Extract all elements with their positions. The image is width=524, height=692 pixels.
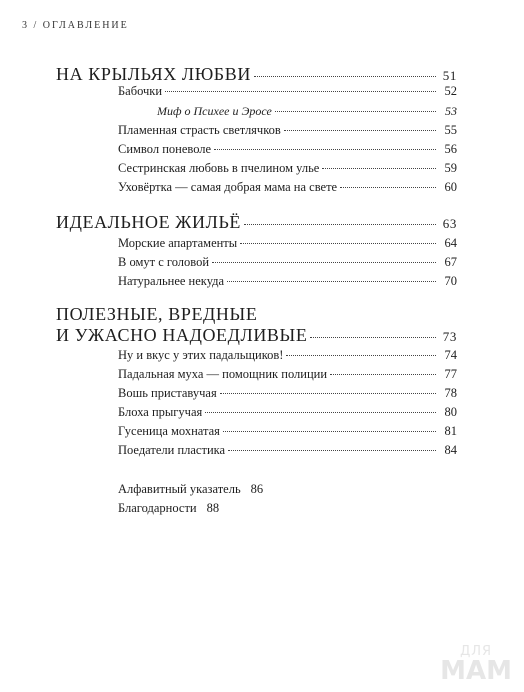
section-title: Символ поневоле bbox=[118, 142, 212, 156]
page-number: 86 bbox=[250, 482, 264, 496]
section-title: В омут с головой bbox=[118, 255, 210, 269]
toc-section bbox=[118, 161, 457, 176]
dot-leader bbox=[212, 262, 436, 263]
page-number: 55 bbox=[444, 123, 457, 137]
toc-section bbox=[118, 180, 457, 195]
page-number: 70 bbox=[444, 274, 457, 288]
toc-section bbox=[118, 236, 457, 251]
section-title: Сестринская любовь в пчелином улье bbox=[118, 161, 320, 175]
dot-leader bbox=[310, 337, 436, 338]
page-number: 81 bbox=[444, 424, 457, 438]
dot-leader bbox=[284, 130, 436, 131]
dot-leader bbox=[286, 355, 436, 356]
toc-section bbox=[118, 274, 457, 289]
toc-chapter-3 bbox=[56, 325, 457, 346]
dot-leader bbox=[227, 281, 436, 282]
page-number: 67 bbox=[444, 255, 457, 269]
subsection-title: Миф о Психее и Эросе bbox=[157, 104, 272, 118]
toc-subsection bbox=[157, 104, 457, 119]
section-title: Бабочки bbox=[118, 84, 163, 98]
page-number: 52 bbox=[444, 84, 457, 98]
page-number: 56 bbox=[444, 142, 457, 156]
page-number: 88 bbox=[206, 501, 220, 515]
chapter-title: ИДЕАЛЬНОЕ ЖИЛЬЁ bbox=[56, 212, 241, 232]
dot-leader bbox=[223, 431, 436, 432]
page-number: 80 bbox=[444, 405, 457, 419]
page-number: 78 bbox=[444, 386, 457, 400]
page-number: 64 bbox=[444, 236, 457, 250]
dot-leader bbox=[220, 393, 436, 394]
dot-leader bbox=[228, 450, 436, 451]
toc-section bbox=[118, 386, 457, 401]
toc-section bbox=[118, 424, 457, 439]
toc-section bbox=[118, 84, 457, 99]
toc-chapter-2 bbox=[56, 212, 457, 233]
appendix-title: Алфавитный указатель bbox=[118, 482, 241, 496]
toc-appendix-index bbox=[118, 482, 263, 497]
toc-section bbox=[118, 255, 457, 270]
watermark-logo bbox=[440, 645, 512, 684]
toc-section bbox=[118, 367, 457, 382]
toc-appendix-thanks bbox=[118, 501, 219, 516]
toc-section bbox=[118, 123, 457, 138]
section-title: Уховёртка — самая добрая мама на свете bbox=[118, 180, 338, 194]
dot-leader bbox=[165, 91, 436, 92]
running-head: 3 / ОГЛАВЛЕНИЕ bbox=[22, 20, 129, 31]
dot-leader bbox=[322, 168, 436, 169]
dot-leader bbox=[214, 149, 436, 150]
page-number: 59 bbox=[444, 161, 457, 175]
watermark-line1: ДЛЯ bbox=[460, 644, 493, 659]
appendix-title: Благодарности bbox=[118, 501, 197, 515]
dot-leader bbox=[205, 412, 436, 413]
page-number: 77 bbox=[444, 367, 457, 381]
section-title: Поедатели пластика bbox=[118, 443, 226, 457]
section-title: Вошь приставучая bbox=[118, 386, 217, 400]
dot-leader bbox=[254, 76, 436, 77]
toc-chapter-1 bbox=[56, 64, 457, 85]
section-title: Пламенная страсть светлячков bbox=[118, 123, 281, 137]
section-title: Ну и вкус у этих падальщиков! bbox=[118, 348, 284, 362]
page-number: 73 bbox=[442, 329, 457, 344]
dot-leader bbox=[240, 243, 436, 244]
dot-leader bbox=[275, 111, 436, 112]
section-title: Блоха прыгучая bbox=[118, 405, 203, 419]
dot-leader bbox=[244, 224, 436, 225]
section-title: Падальная муха — помощник полиции bbox=[118, 367, 328, 381]
dot-leader bbox=[330, 374, 436, 375]
toc-section bbox=[118, 443, 457, 458]
toc-section bbox=[118, 405, 457, 420]
chapter-title-line2: И УЖАСНО НАДОЕДЛИВЫЕ bbox=[56, 325, 308, 345]
chapter-title-line1: ПОЛЕЗНЫЕ, ВРЕДНЫЕ bbox=[56, 304, 258, 324]
page-number: 60 bbox=[444, 180, 457, 194]
page-number: 74 bbox=[444, 348, 457, 362]
toc-section bbox=[118, 348, 457, 363]
page-number: 51 bbox=[442, 68, 457, 83]
dot-leader bbox=[340, 187, 436, 188]
page-number: 53 bbox=[445, 104, 457, 118]
section-title: Морские апартаменты bbox=[118, 236, 238, 250]
page-number: 84 bbox=[444, 443, 457, 457]
page-number: 63 bbox=[442, 216, 457, 231]
section-title: Натуральнее некуда bbox=[118, 274, 225, 288]
chapter-title: НА КРЫЛЬЯХ ЛЮБВИ bbox=[56, 64, 251, 84]
section-title: Гусеница мохнатая bbox=[118, 424, 220, 438]
watermark-line2: МАМ bbox=[440, 656, 512, 686]
toc-section bbox=[118, 142, 457, 157]
